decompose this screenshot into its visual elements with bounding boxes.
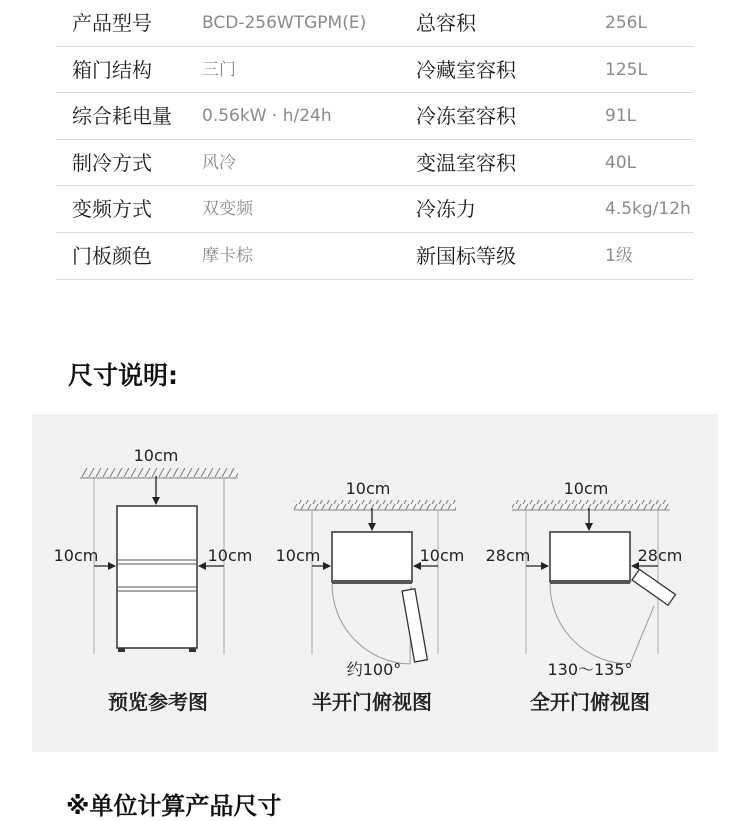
spec-value: 0.56kW · h/24h: [202, 106, 332, 127]
spec-label: 门板颜色: [72, 243, 152, 268]
preview-top-gap: 10cm: [133, 446, 179, 465]
spec-label: 冷冻室容积: [416, 104, 516, 129]
preview-caption: 预览参考图: [108, 690, 208, 714]
half-open-top-gap: 10cm: [345, 479, 391, 498]
spec-value: BCD-256WTGPM(E): [202, 13, 367, 33]
full-open-top-gap: 10cm: [563, 479, 609, 498]
half-open-diagram: [276, 479, 465, 679]
spec-value: 摩卡棕: [202, 245, 253, 266]
half-open-right-gap: 10cm: [419, 546, 465, 565]
spec-label: 冷冻力: [416, 197, 476, 222]
spec-label: 变频方式: [72, 197, 152, 222]
spec-value: 三门: [202, 59, 236, 80]
spec-label: 制冷方式: [72, 150, 152, 175]
spec-row: [56, 0, 694, 47]
full-open-caption: 全开门俯视图: [530, 690, 650, 714]
spec-table: [56, 0, 694, 280]
spec-row: [56, 186, 694, 233]
spec-value: 256L: [605, 13, 647, 33]
half-open-caption: 半开门俯视图: [312, 690, 432, 714]
spec-value: 125L: [605, 59, 647, 80]
half-open-angle: 约100°: [346, 660, 402, 679]
spec-label: 总容积: [416, 11, 476, 35]
spec-label: 冷藏室容积: [416, 57, 516, 82]
dimensions-heading: 尺寸说明:: [68, 361, 178, 390]
spec-label: 箱门结构: [72, 57, 152, 82]
spec-value: 双变频: [202, 199, 253, 220]
full-open-left-gap: 28cm: [485, 546, 531, 565]
preview-left-gap: 10cm: [53, 546, 99, 565]
spec-value: 1级: [605, 245, 633, 266]
spec-label: 产品型号: [72, 11, 152, 35]
spec-value: 91L: [605, 106, 637, 127]
full-open-right-gap: 28cm: [637, 546, 683, 565]
full-open-angle: 130～135°: [547, 660, 633, 679]
spec-label: 综合耗电量: [72, 104, 172, 129]
spec-value: 40L: [605, 152, 637, 173]
half-open-left-gap: 10cm: [275, 546, 321, 565]
spec-value: 4.5kg/12h: [605, 199, 691, 220]
spec-row: [56, 140, 694, 187]
preview-diagram: [54, 446, 253, 654]
next-section-heading: ※单位计算产品尺寸: [66, 792, 282, 820]
spec-row: [56, 47, 694, 94]
full-open-diagram: [486, 479, 683, 679]
spec-row: [56, 233, 694, 280]
spec-label: 变温室容积: [416, 150, 516, 175]
spec-row: [56, 93, 694, 140]
spec-value: 风冷: [202, 152, 236, 173]
preview-right-gap: 10cm: [207, 546, 253, 565]
spec-label: 新国标等级: [416, 243, 516, 268]
